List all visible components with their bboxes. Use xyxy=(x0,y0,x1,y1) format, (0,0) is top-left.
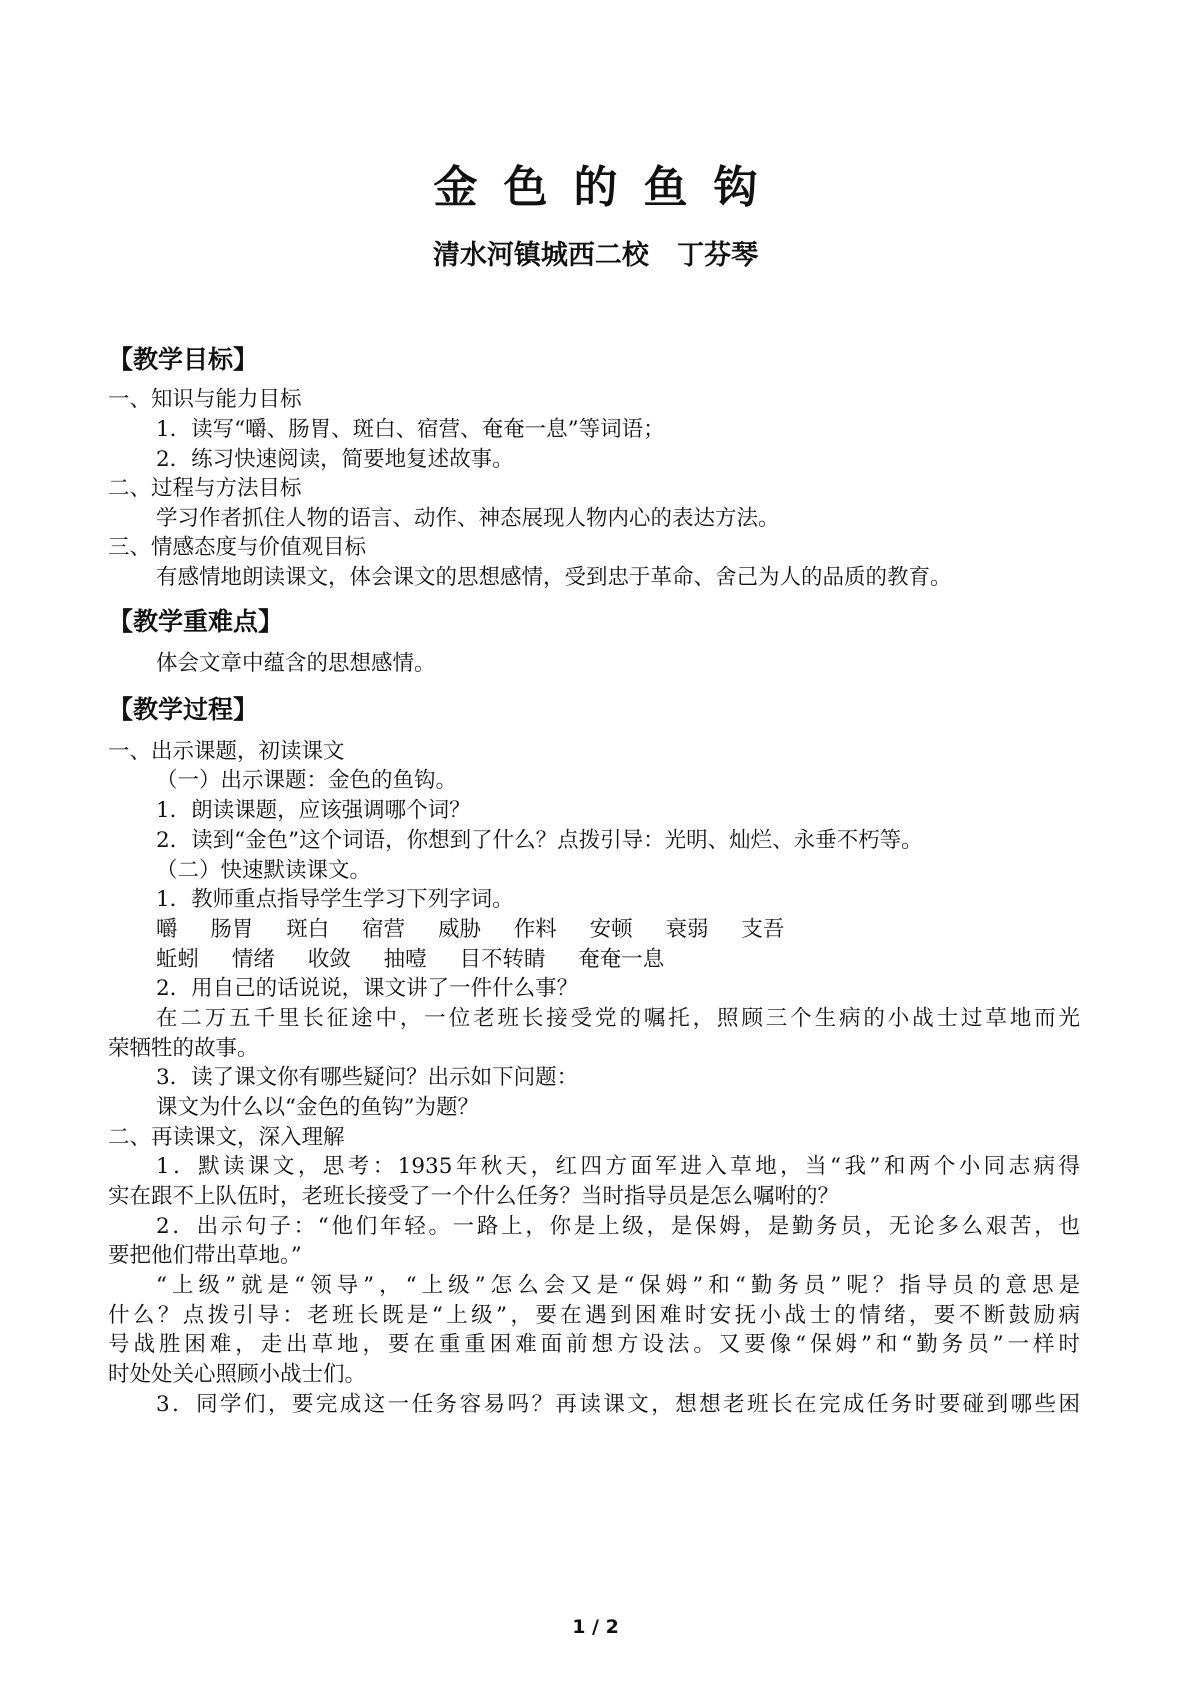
process-line-5: （二）快速默读课文。 xyxy=(156,858,372,883)
goals-line-3: 2．练习快速阅读，简要地复述故事。 xyxy=(156,447,514,472)
goals-line-1: 一、知识与能力目标 xyxy=(108,387,302,412)
vocabulary-row-2 xyxy=(156,945,690,975)
section-heading-process: 【教学过程】 xyxy=(108,695,259,724)
process-line-11: 二、再读课文，深入理解 xyxy=(108,1125,345,1150)
process-line-4: 2．读到“金色”这个词语，你想到了什么？点拨引导：光明、灿烂、永垂不朽等。 xyxy=(156,828,923,853)
vocab-word: 蚯蚓 xyxy=(156,947,200,972)
vocab-word: 收敛 xyxy=(307,947,351,972)
vocab-word: 目不转睛 xyxy=(459,947,546,972)
process-line-15: 3．同学们，要完成这一任务容易吗？再读课文，想想老班长在完成任务时要碰到哪些困 xyxy=(156,1392,1080,1417)
vocabulary-row-1 xyxy=(156,915,810,945)
process-line-1: 一、出示课题，初读课文 xyxy=(108,739,345,764)
process-line-12b: 实在跟不上队伍时，老班长接受了一个什么任务？当时指导员是怎么嘱咐的？ xyxy=(108,1184,840,1209)
vocab-word: 情绪 xyxy=(231,947,275,972)
vocab-word: 抽噎 xyxy=(383,947,427,972)
process-line-14d: 时处处关心照顾小战士们。 xyxy=(108,1362,367,1387)
process-line-13a: 2．出示句子：“他们年轻。一路上，你是上级，是保姆，是勤务员，无论多么艰苦，也 xyxy=(156,1214,1080,1239)
process-line-6: 1．教师重点指导学生学习下列字词。 xyxy=(156,887,514,912)
process-line-2: （一）出示课题：金色的鱼钩。 xyxy=(156,768,458,793)
process-line-9: 3．读了课文你有哪些疑问？出示如下问题： xyxy=(156,1065,579,1090)
vocab-word: 肠胃 xyxy=(210,917,254,942)
vocab-word: 衰弱 xyxy=(665,917,709,942)
process-line-12a: 1．默读课文，思考：1935年秋天，红四方面军进入草地，当“我”和两个小同志病得 xyxy=(156,1154,1080,1179)
vocab-word: 安顿 xyxy=(589,917,633,942)
page-number: 1 / 2 xyxy=(572,1616,619,1638)
process-line-7: 2．用自己的话说说，课文讲了一件什么事？ xyxy=(156,976,579,1001)
vocab-word: 奄奄一息 xyxy=(578,947,665,972)
process-line-3: 1．朗读课题，应该强调哪个词？ xyxy=(156,798,471,823)
vocab-word: 嚼 xyxy=(156,917,178,942)
process-line-8a: 在二万五千里长征途中，一位老班长接受党的嘱托，照顾三个生病的小战士过草地而光 xyxy=(156,1006,1080,1031)
document-title: 金色的鱼钩 xyxy=(433,162,784,213)
vocab-word: 斑白 xyxy=(286,917,330,942)
process-line-14a: “上级”就是“领导”，“上级”怎么会又是“保姆”和“勤务员”呢？指导员的意思是 xyxy=(156,1273,1080,1298)
goals-line-7: 有感情地朗读课文，体会课文的思想感情，受到忠于革命、舍己为人的品质的教育。 xyxy=(156,565,952,590)
vocab-word: 支吾 xyxy=(741,917,785,942)
vocab-word: 作料 xyxy=(513,917,557,942)
goals-line-6: 三、情感态度与价值观目标 xyxy=(108,535,367,560)
vocab-word: 威胁 xyxy=(437,917,481,942)
document-author: 清水河镇城西二校 丁芬琴 xyxy=(432,240,759,271)
process-line-10: 课文为什么以“金色的鱼钩”为题？ xyxy=(156,1095,479,1120)
key-points-line-1: 体会文章中蕴含的思想感情。 xyxy=(156,651,436,676)
vocab-word: 宿营 xyxy=(362,917,406,942)
section-heading-goals: 【教学目标】 xyxy=(108,345,259,374)
process-line-8b: 荣牺牲的故事。 xyxy=(108,1036,259,1061)
goals-line-2: 1．读写“嚼、肠胃、斑白、宿营、奄奄一息”等词语； xyxy=(156,417,665,442)
section-heading-key-points: 【教学重难点】 xyxy=(108,607,284,636)
goals-line-5: 学习作者抓住人物的语言、动作、神态展现人物内心的表达方法。 xyxy=(156,506,780,531)
process-line-14c: 号战胜困难，走出草地，要在重重困难面前想方设法。又要像“保姆”和“勤务员”一样时 xyxy=(108,1332,1080,1357)
process-line-14b: 什么？点拨引导：老班长既是“上级”，要在遇到困难时安抚小战士的情绪，要不断鼓励病 xyxy=(108,1303,1080,1328)
process-line-13b: 要把他们带出草地。” xyxy=(108,1243,302,1268)
goals-line-4: 二、过程与方法目标 xyxy=(108,476,302,501)
